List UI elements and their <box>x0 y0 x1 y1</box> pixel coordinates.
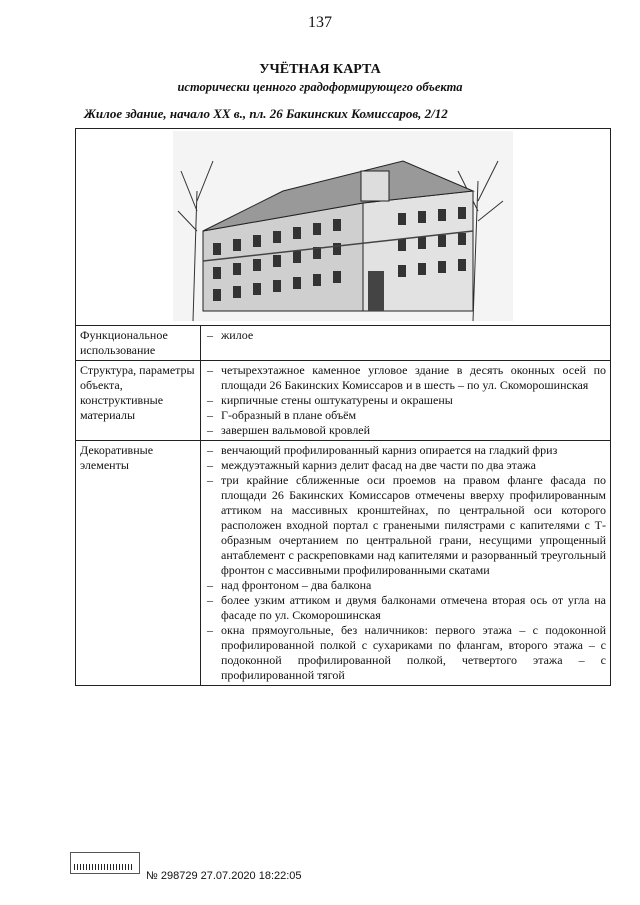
document-registration: № 298729 27.07.2020 18:22:05 <box>146 870 302 882</box>
row-function <box>76 326 611 361</box>
building-photo <box>173 131 513 321</box>
row-label: Функциональное использование <box>76 326 201 361</box>
list-item: – венчающий профилированный карниз опирается на гладкий фриз <box>205 443 606 458</box>
page-number: 137 <box>308 14 332 31</box>
row-structure <box>76 361 611 441</box>
card-title: УЧЁТНАЯ КАРТА <box>259 62 381 77</box>
row-label: Декоративные элементы <box>76 441 201 686</box>
list-item: – четырехэтажное каменное угловое здание в десять оконных осей по площади 26 Бакинских Комиссаров и в шесть – по ул. Скоморошинская <box>205 363 606 393</box>
barcode-stamp <box>70 852 140 874</box>
list-item: – окна прямоугольные, без наличников: первого этажа – с подоконной профилированной полкой с сухариками по флангам, второго этажа – с подоконной профилированной полкой, четвертого этажа – с профилированной тягой <box>205 623 606 683</box>
card-table <box>75 128 611 686</box>
row-content <box>201 361 611 441</box>
list-item: – более узким аттиком и двумя балконами отмечена вторая ось от угла на фасаде по ул. Скоморошинская <box>205 593 606 623</box>
row-content <box>201 326 611 361</box>
card-subtitle: исторически ценного градоформирующего объекта <box>177 80 463 94</box>
list-item: – кирпичные стены оштукатурены и окрашены <box>205 393 606 408</box>
list-item: – три крайние сближенные оси проемов на правом фланге фасада по площади 26 Бакинских Комиссаров отмечены вверху профилированным аттиком на массивных кронштейнах, по центральной оси которого расположен входной портал с гранеными пилястрами с капителями с Т-образным очертанием по центральной грани, несущими упрощенный антаблемент с раскреповками над капителями и разорванный треугольный фронтон с массивными профилированными скатами <box>205 473 606 578</box>
row-decor <box>76 441 611 686</box>
row-content <box>201 441 611 686</box>
list-item: – Г-образный в плане объём <box>205 408 606 423</box>
row-label: Структура, параметры объекта, конструктивные материалы <box>76 361 201 441</box>
list-item: – жилое <box>205 328 606 343</box>
list-item: – над фронтоном – два балкона <box>205 578 606 593</box>
list-item: – завершен вальмовой кровлей <box>205 423 606 438</box>
photo-cell <box>76 129 611 326</box>
list-item: – междуэтажный карниз делит фасад на две части по два этажа <box>205 458 606 473</box>
object-name: Жилое здание, начало XX в., пл. 26 Бакинских Комиссаров, 2/12 <box>84 106 448 121</box>
